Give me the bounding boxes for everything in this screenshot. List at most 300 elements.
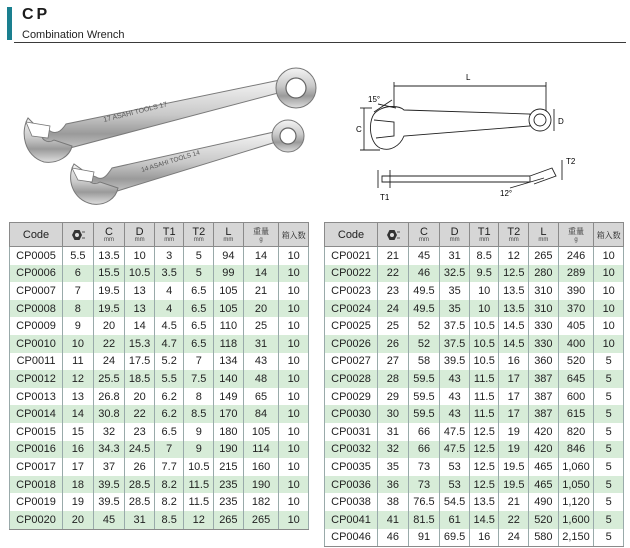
table-row xyxy=(10,300,309,318)
table-cell: 9 xyxy=(63,317,94,335)
table-cell: CP0041 xyxy=(325,511,378,529)
table-cell: 46 xyxy=(408,265,440,283)
table-cell: 31 xyxy=(125,511,155,529)
col-c: C mm xyxy=(408,223,440,247)
table-cell: CP0012 xyxy=(10,370,63,388)
table-cell: CP0017 xyxy=(10,458,63,476)
table-cell: 19.5 xyxy=(93,300,125,318)
table-cell: CP0014 xyxy=(10,405,63,423)
product-photo xyxy=(14,60,319,208)
table-cell: 330 xyxy=(529,317,559,335)
table-row xyxy=(10,388,309,406)
table-row xyxy=(325,476,624,494)
table-cell: 94 xyxy=(214,247,244,265)
hex-bolt-mm-icon xyxy=(386,229,400,241)
table-cell: 73 xyxy=(408,458,440,476)
table-cell: 10 xyxy=(279,476,309,494)
table-row xyxy=(10,493,309,511)
table-cell: 14.5 xyxy=(499,335,529,353)
table-cell: 10 xyxy=(594,317,624,335)
spec-table-right xyxy=(324,222,624,547)
table-cell: 12 xyxy=(499,247,529,265)
table-cell: 17 xyxy=(499,370,529,388)
col-t2: T2 mm xyxy=(499,223,529,247)
table-cell: 66 xyxy=(408,423,440,441)
table-cell: 18.5 xyxy=(125,370,155,388)
table-cell: 820 xyxy=(558,423,594,441)
table-cell: CP0008 xyxy=(10,300,63,318)
table-cell: 20 xyxy=(63,511,94,529)
table-cell: 10 xyxy=(125,247,155,265)
table-cell: 5.5 xyxy=(154,370,184,388)
table-cell: 43 xyxy=(440,370,470,388)
col-t1: T1 mm xyxy=(469,223,499,247)
table-cell: CP0038 xyxy=(325,493,378,511)
table-cell: 16 xyxy=(469,529,499,547)
table-cell: 190 xyxy=(243,476,279,494)
table-cell: 39.5 xyxy=(440,353,470,371)
table-cell: 10 xyxy=(594,282,624,300)
table-cell: CP0028 xyxy=(325,370,378,388)
table-cell: 35 xyxy=(440,300,470,318)
title-rule xyxy=(14,42,626,43)
table-cell: 25 xyxy=(243,317,279,335)
table-cell: 5 xyxy=(184,247,214,265)
table-cell: 16 xyxy=(499,353,529,371)
table-cell: 520 xyxy=(529,511,559,529)
table-cell: 10 xyxy=(279,265,309,283)
table-cell: 8.5 xyxy=(184,405,214,423)
table-cell: 10 xyxy=(279,317,309,335)
table-cell: 235 xyxy=(214,493,244,511)
table-cell: 330 xyxy=(529,335,559,353)
engraving-large: 17 ASAHI TOOLS 17 xyxy=(102,101,169,124)
table-cell: 61 xyxy=(440,511,470,529)
table-cell: 387 xyxy=(529,388,559,406)
table-cell: 10.5 xyxy=(469,353,499,371)
table-cell: 9 xyxy=(184,441,214,459)
table-cell: 14 xyxy=(125,317,155,335)
table-cell: 76.5 xyxy=(408,493,440,511)
table-cell: 10 xyxy=(279,458,309,476)
table-cell: 6.5 xyxy=(154,423,184,441)
table-cell: 43 xyxy=(440,388,470,406)
table-cell: CP0005 xyxy=(10,247,63,265)
table-row xyxy=(325,441,624,459)
table-cell: 23 xyxy=(378,282,409,300)
table-cell: 600 xyxy=(558,388,594,406)
table-cell: 18 xyxy=(63,476,94,494)
table-cell: 31 xyxy=(378,423,409,441)
table-cell: 11.5 xyxy=(184,476,214,494)
table-cell: 66 xyxy=(408,441,440,459)
table-cell: 49.5 xyxy=(408,300,440,318)
table-cell: 11.5 xyxy=(469,388,499,406)
table-cell: 420 xyxy=(529,423,559,441)
table-cell: 6.5 xyxy=(184,335,214,353)
table-cell: CP0020 xyxy=(10,511,63,529)
page-title: CP xyxy=(22,6,51,23)
table-cell: 54.5 xyxy=(440,493,470,511)
table-cell: 52 xyxy=(408,335,440,353)
table-cell: 10 xyxy=(279,388,309,406)
table-cell: 19 xyxy=(63,493,94,511)
table-cell: 5 xyxy=(594,458,624,476)
table-cell: 41 xyxy=(378,511,409,529)
table-cell: 20 xyxy=(243,300,279,318)
table-cell: 26.8 xyxy=(93,388,125,406)
table-row xyxy=(325,370,624,388)
table-cell: 25 xyxy=(378,317,409,335)
table-cell: 19.5 xyxy=(499,458,529,476)
table-cell: 84 xyxy=(243,405,279,423)
col-d: D mm xyxy=(440,223,470,247)
table-cell: 10 xyxy=(594,335,624,353)
table-cell: 13 xyxy=(125,300,155,318)
table-cell: 105 xyxy=(243,423,279,441)
table-cell: 53 xyxy=(440,458,470,476)
table-cell: 12.5 xyxy=(469,441,499,459)
table-cell: 24.5 xyxy=(125,441,155,459)
table-cell: 17 xyxy=(499,405,529,423)
table-cell: 10 xyxy=(469,300,499,318)
table-cell: 310 xyxy=(529,282,559,300)
table-cell: 11.5 xyxy=(184,493,214,511)
col-d: D mm xyxy=(125,223,155,247)
table-cell: 180 xyxy=(214,423,244,441)
table-row xyxy=(10,265,309,283)
table-cell: 17 xyxy=(63,458,94,476)
table-cell: 10.5 xyxy=(469,317,499,335)
table-cell: 5 xyxy=(594,441,624,459)
table-cell: 110 xyxy=(214,317,244,335)
table-cell: 12.5 xyxy=(469,476,499,494)
table-cell: 149 xyxy=(214,388,244,406)
table-cell: 10 xyxy=(279,300,309,318)
table-cell: CP0019 xyxy=(10,493,63,511)
table-cell: CP0015 xyxy=(10,423,63,441)
table-cell: 105 xyxy=(214,282,244,300)
table-cell: 10 xyxy=(594,247,624,265)
table-cell: 12.5 xyxy=(469,423,499,441)
table-cell: 10 xyxy=(279,370,309,388)
table-cell: CP0029 xyxy=(325,388,378,406)
table-cell: 16 xyxy=(63,441,94,459)
table-cell: 140 xyxy=(214,370,244,388)
title-accent-bar xyxy=(7,7,12,40)
table-cell: 28.5 xyxy=(125,493,155,511)
table-cell: 5 xyxy=(594,476,624,494)
label-15deg: 15° xyxy=(368,95,381,104)
table-cell: 387 xyxy=(529,370,559,388)
table-cell: 37.5 xyxy=(440,335,470,353)
table-cell: 52 xyxy=(408,317,440,335)
table-cell: CP0027 xyxy=(325,353,378,371)
label-12deg: 12° xyxy=(500,189,513,198)
table-row xyxy=(325,353,624,371)
table-cell: CP0016 xyxy=(10,441,63,459)
table-cell: 5 xyxy=(594,388,624,406)
table-cell: 35 xyxy=(440,282,470,300)
table-cell: 14.5 xyxy=(469,511,499,529)
table-cell: 280 xyxy=(529,265,559,283)
table-cell: 43 xyxy=(440,405,470,423)
table-row xyxy=(325,529,624,547)
table-cell: 47.5 xyxy=(440,423,470,441)
table-cell: 20 xyxy=(125,388,155,406)
table-cell: 49.5 xyxy=(408,282,440,300)
table-cell: 10 xyxy=(63,335,94,353)
table-cell: 65 xyxy=(243,388,279,406)
table-cell: 26 xyxy=(125,458,155,476)
table-cell: 114 xyxy=(243,441,279,459)
table-row xyxy=(325,265,624,283)
table-cell: 43 xyxy=(243,353,279,371)
table-cell: CP0046 xyxy=(325,529,378,547)
table-cell: 59.5 xyxy=(408,388,440,406)
table-cell: 10 xyxy=(594,300,624,318)
table-cell: 615 xyxy=(558,405,594,423)
table-cell: 10 xyxy=(279,441,309,459)
table-cell: 3 xyxy=(154,247,184,265)
table-cell: 10 xyxy=(469,282,499,300)
table-cell: 12 xyxy=(63,370,94,388)
table-cell: 31 xyxy=(243,335,279,353)
table-cell: 45 xyxy=(93,511,125,529)
table-cell: 13.5 xyxy=(469,493,499,511)
table-cell: 4.5 xyxy=(154,317,184,335)
table-cell: 10.5 xyxy=(469,335,499,353)
table-cell: 5 xyxy=(184,265,214,283)
table-cell: 20 xyxy=(93,317,125,335)
col-c: C mm xyxy=(93,223,125,247)
table-cell: 215 xyxy=(214,458,244,476)
table-cell: 520 xyxy=(558,353,594,371)
table-cell: 32 xyxy=(378,441,409,459)
table-cell: 10.5 xyxy=(184,458,214,476)
hex-bolt-mm-icon xyxy=(71,229,85,241)
table-cell: 10 xyxy=(279,493,309,511)
table-cell: 14.5 xyxy=(499,317,529,335)
table-row xyxy=(325,458,624,476)
col-l: L mm xyxy=(214,223,244,247)
table-cell: CP0013 xyxy=(10,388,63,406)
table-cell: 37.5 xyxy=(440,317,470,335)
table-cell: 32.5 xyxy=(440,265,470,283)
table-cell: 182 xyxy=(243,493,279,511)
table-cell: 45 xyxy=(408,247,440,265)
table-cell: 8.2 xyxy=(154,476,184,494)
table-cell: 12.5 xyxy=(469,458,499,476)
table-cell: 81.5 xyxy=(408,511,440,529)
col-size xyxy=(63,223,94,247)
table-cell: 10 xyxy=(279,511,309,529)
table-cell: 265 xyxy=(243,511,279,529)
label-D: D xyxy=(558,117,564,126)
table-cell: 19 xyxy=(499,423,529,441)
table-cell: 5 xyxy=(594,529,624,547)
table-cell: 8 xyxy=(184,388,214,406)
table-cell: 105 xyxy=(214,300,244,318)
col-t1: T1 mm xyxy=(154,223,184,247)
table-cell: 39.5 xyxy=(93,476,125,494)
table-cell: 10 xyxy=(594,265,624,283)
table-cell: 30.8 xyxy=(93,405,125,423)
table-cell: 10 xyxy=(279,405,309,423)
table-cell: 9.5 xyxy=(469,265,499,283)
table-cell: 36 xyxy=(378,476,409,494)
table-cell: 10 xyxy=(279,282,309,300)
table-cell: 170 xyxy=(214,405,244,423)
table-cell: 134 xyxy=(214,353,244,371)
table-cell: 13 xyxy=(63,388,94,406)
table-row xyxy=(10,247,309,265)
table-cell: 69.5 xyxy=(440,529,470,547)
table-cell: 10.5 xyxy=(125,265,155,283)
col-weight: 重量 g xyxy=(243,223,279,247)
table-cell: 19.5 xyxy=(93,282,125,300)
table-row xyxy=(10,441,309,459)
table-row xyxy=(325,511,624,529)
table-cell: CP0006 xyxy=(10,265,63,283)
table-cell: 25.5 xyxy=(93,370,125,388)
table-cell: 21 xyxy=(378,247,409,265)
table-cell: 118 xyxy=(214,335,244,353)
table-cell: 19 xyxy=(499,441,529,459)
table-cell: CP0032 xyxy=(325,441,378,459)
engraving-small: 14 ASAHI TOOLS 14 xyxy=(140,149,201,174)
table-row xyxy=(325,493,624,511)
table-cell: 31 xyxy=(440,247,470,265)
table-cell: 19.5 xyxy=(499,476,529,494)
table-header-row xyxy=(325,223,624,247)
table-cell: 4 xyxy=(154,282,184,300)
table-cell: 1,050 xyxy=(558,476,594,494)
wrench-large xyxy=(24,68,316,162)
col-l: L mm xyxy=(529,223,559,247)
table-cell: CP0036 xyxy=(325,476,378,494)
table-cell: 8.2 xyxy=(154,493,184,511)
table-cell: CP0021 xyxy=(325,247,378,265)
label-C: C xyxy=(356,125,362,134)
table-cell: 32 xyxy=(93,423,125,441)
table-cell: 846 xyxy=(558,441,594,459)
table-cell: 289 xyxy=(558,265,594,283)
table-row xyxy=(10,405,309,423)
label-L: L xyxy=(466,73,471,82)
table-cell: 24 xyxy=(93,353,125,371)
table-cell: 11.5 xyxy=(469,405,499,423)
table-cell: CP0009 xyxy=(10,317,63,335)
table-cell: 12.5 xyxy=(499,265,529,283)
table-cell: 6.2 xyxy=(154,405,184,423)
table-cell: 73 xyxy=(408,476,440,494)
table-cell: 5.5 xyxy=(63,247,94,265)
table-cell: 28.5 xyxy=(125,476,155,494)
table-cell: 13.5 xyxy=(93,247,125,265)
table-cell: 8.5 xyxy=(469,247,499,265)
table-cell: 400 xyxy=(558,335,594,353)
table-cell: CP0024 xyxy=(325,300,378,318)
table-cell: 23 xyxy=(125,423,155,441)
table-cell: 27 xyxy=(378,353,409,371)
table-cell: CP0011 xyxy=(10,353,63,371)
table-cell: 7 xyxy=(184,353,214,371)
table-cell: 30 xyxy=(378,405,409,423)
table-cell: 265 xyxy=(214,511,244,529)
table-cell: 4 xyxy=(154,300,184,318)
table-cell: 7 xyxy=(63,282,94,300)
spec-table-left xyxy=(9,222,309,530)
table-cell: CP0010 xyxy=(10,335,63,353)
table-row xyxy=(325,317,624,335)
table-cell: 6.5 xyxy=(184,282,214,300)
table-cell: 29 xyxy=(378,388,409,406)
table-row xyxy=(325,282,624,300)
table-row xyxy=(325,247,624,265)
table-cell: 387 xyxy=(529,405,559,423)
table-row xyxy=(325,405,624,423)
col-t2: T2 mm xyxy=(184,223,214,247)
table-cell: 5 xyxy=(594,493,624,511)
table-cell: 15.3 xyxy=(125,335,155,353)
table-cell: CP0018 xyxy=(10,476,63,494)
table-row xyxy=(10,370,309,388)
table-cell: 22 xyxy=(93,335,125,353)
table-cell: 5 xyxy=(594,511,624,529)
table-cell: 38 xyxy=(378,493,409,511)
table-cell: 14 xyxy=(243,247,279,265)
table-cell: 7 xyxy=(154,441,184,459)
table-cell: 11.5 xyxy=(469,370,499,388)
table-cell: 12 xyxy=(184,511,214,529)
table-cell: 370 xyxy=(558,300,594,318)
table-cell: 235 xyxy=(214,476,244,494)
table-cell: 7.7 xyxy=(154,458,184,476)
table-cell: 91 xyxy=(408,529,440,547)
table-cell: 6.5 xyxy=(184,317,214,335)
table-cell: 420 xyxy=(529,441,559,459)
table-cell: 490 xyxy=(529,493,559,511)
col-weight: 重量 g xyxy=(558,223,594,247)
table-cell: CP0030 xyxy=(325,405,378,423)
table-row xyxy=(10,511,309,529)
table-cell: 99 xyxy=(214,265,244,283)
table-cell: 465 xyxy=(529,458,559,476)
table-cell: 24 xyxy=(499,529,529,547)
table-cell: 7.5 xyxy=(184,370,214,388)
table-cell: 13.5 xyxy=(499,300,529,318)
page-subtitle: Combination Wrench xyxy=(22,29,125,41)
table-cell: CP0031 xyxy=(325,423,378,441)
table-cell: 34.3 xyxy=(93,441,125,459)
table-cell: 14 xyxy=(243,265,279,283)
table-cell: 10 xyxy=(279,335,309,353)
table-cell: 58 xyxy=(408,353,440,371)
table-cell: 1,060 xyxy=(558,458,594,476)
table-cell: CP0022 xyxy=(325,265,378,283)
table-row xyxy=(10,335,309,353)
table-cell: 2,150 xyxy=(558,529,594,547)
table-cell: CP0035 xyxy=(325,458,378,476)
table-row xyxy=(325,300,624,318)
table-row xyxy=(10,458,309,476)
table-cell: 405 xyxy=(558,317,594,335)
table-cell: 1,600 xyxy=(558,511,594,529)
table-cell: 360 xyxy=(529,353,559,371)
table-cell: 22 xyxy=(125,405,155,423)
table-cell: 53 xyxy=(440,476,470,494)
